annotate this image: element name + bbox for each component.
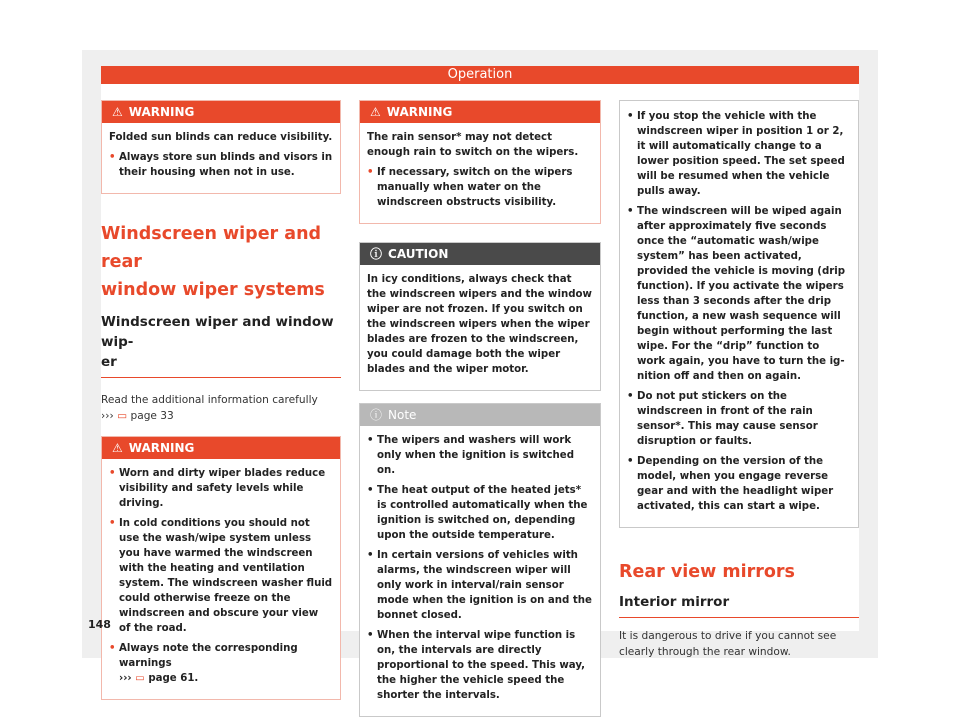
page-link[interactable]: page 33 [130, 410, 174, 422]
note-bullet: • The heat output of the heated jets* is controlled automatically when the ignition is switched on, depending upon the outside temperature. [367, 483, 593, 543]
warning-bullet: • Always store sun blinds and visors in their housing when not in use. [109, 150, 333, 180]
note-bullet: • When the interval wipe function is on, the intervals are directly proportional to the speed. This way, the higher the vehicle speed the shorter the intervals. [367, 628, 593, 703]
note-info-icon: ⓘ [370, 408, 383, 422]
warning-label: WARNING [128, 441, 195, 455]
warning-bullet: • In cold conditions you should not use the wash/wipe system unless you have warmed the windscreen with the heating and ventilation system. The windscreen washer fluid could otherwise freeze on the windscreen and obscure your view of the road. [109, 516, 333, 636]
note-bullet: • Do not put stickers on the windscreen in front of the rain sensor*. This may cause sensor disruption or faults. [627, 389, 851, 449]
warning-box-sun-blinds [101, 100, 341, 194]
warning-text: The rain sensor* may not detect enough rain to switch on the wipers. [367, 132, 579, 158]
note-bullet: • The windscreen will be wiped again after approximately five seconds once the “automatic wash/wipe system” has been activated, provided the vehicle is moving (drip function). If you activate the wipers less than 3 seconds after the drip function, a new wash sequence will begin without performing the last wipe. For the “drip” function to work again, you have to turn the ignition off and then on again. [627, 204, 851, 384]
book-icon: ▭ [135, 673, 145, 684]
page-link[interactable]: page 61. [148, 673, 199, 684]
warning-triangle-icon: ⚠ [370, 105, 381, 119]
note-bullet: • In certain versions of vehicles with alarms, the windscreen wiper will only work in interval/rain sensor mode when the ignition is on and the bonnet closed. [367, 548, 593, 623]
section-title: Windscreen wiper and rear window wiper systems [101, 224, 325, 300]
note-box [359, 403, 601, 717]
column-left [101, 100, 341, 700]
subsection-title: Windscreen wiper and window wip- er [101, 312, 341, 378]
note-bullet: • The wipers and washers will work only when the ignition is switched on. [367, 433, 593, 478]
read-info-paragraph: Read the additional information carefully ››› ▭ page 33 [101, 394, 318, 422]
warning-text: Folded sun blinds can reduce visibility. [109, 132, 333, 143]
caution-box [359, 242, 601, 391]
warning-triangle-icon: ⚠ [112, 105, 123, 119]
book-icon: ▭ [117, 410, 128, 422]
note-bullet: • If you stop the vehicle with the windscreen wiper in position 1 or 2, it will automatically change to a lower position speed. The set speed will be resumed when the vehicle pulls away. [627, 109, 851, 199]
section-title-rear-mirrors: Rear view mirrors [619, 562, 795, 582]
caution-label: CAUTION [388, 247, 449, 261]
column-right [619, 100, 859, 660]
page-number: 148 [88, 618, 111, 631]
chapter-title: Operation [447, 67, 513, 82]
warning-box-wiper-blades [101, 436, 341, 700]
warning-triangle-icon: ⚠ [112, 441, 123, 455]
warning-bullet: • If necessary, switch on the wipers manually when water on the windscreen obstructs visibility. [367, 165, 593, 210]
warning-bullet: • Worn and dirty wiper blades reduce visibility and safety levels while driving. [109, 466, 333, 511]
warning-label: WARNING [386, 105, 453, 119]
warning-box-rain-sensor [359, 100, 601, 224]
note-label: Note [388, 408, 417, 422]
note-continued-box [619, 100, 859, 528]
column-middle [359, 100, 601, 717]
warning-bullet: • Always note the corresponding warnings ››› ▭ page 61. [109, 641, 333, 686]
note-bullet: • Depending on the version of the model, when you engage reverse gear and with the headlight wiper activated, this can start a wipe. [627, 454, 851, 514]
mirror-paragraph: It is dangerous to drive if you cannot see clearly through the rear window. [619, 630, 837, 658]
subsection-title-interior-mirror: Interior mirror [619, 592, 859, 618]
caution-circle-icon: ⓘ [370, 247, 383, 261]
caution-text: In icy conditions, always check that the windscreen wipers and the window wiper are not frozen. If you switch on the windscreen wipers when the wiper blades are frozen to the windscreen, you could damage both the wiper blades and the wiper motor. [367, 274, 592, 375]
warning-label: WARNING [128, 105, 195, 119]
chapter-header [101, 66, 859, 84]
